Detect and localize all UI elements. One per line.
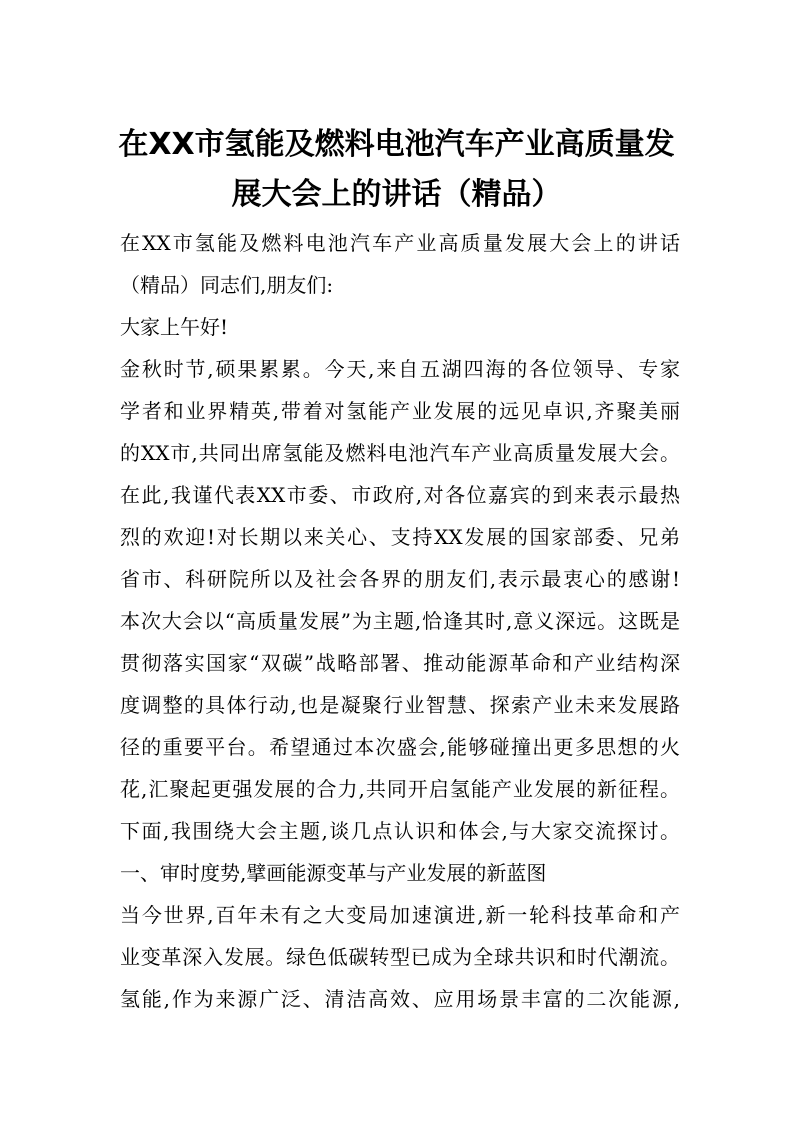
body-line: 业变革深入发展。绿色低碳转型已成为全球共识和时代潮流。 bbox=[120, 945, 680, 969]
section-heading: 一、审时度势,擘画能源变革与产业发展的新蓝图 bbox=[120, 861, 547, 885]
body-line: 当今世界,百年未有之大变局加速演进,新一轮科技革命和产 bbox=[120, 903, 680, 927]
body-line: 省市、科研院所以及社会各界的朋友们,表示最衷心的感谢! bbox=[120, 567, 680, 591]
body-line: 径的重要平台。希望通过本次盛会,能够碰撞出更多思想的火 bbox=[120, 735, 680, 759]
body-line: 大家上午好! bbox=[120, 315, 229, 339]
body-line: 氢能,作为来源广泛、清洁高效、应用场景丰富的二次能源, bbox=[120, 987, 680, 1011]
body-line: 花,汇聚起更强发展的合力,共同开启氢能产业发展的新征程。 bbox=[120, 777, 680, 801]
body-line: 烈的欢迎!对长期以来关心、支持XX发展的国家部委、兄弟 bbox=[120, 525, 680, 549]
body-line: 学者和业界精英,带着对氢能产业发展的远见卓识,齐聚美丽 bbox=[120, 399, 680, 423]
body-line: 在此,我谨代表XX市委、市政府,对各位嘉宾的到来表示最热 bbox=[120, 483, 680, 507]
body-line: 的XX市,共同出席氢能及燃料电池汽车产业高质量发展大会。 bbox=[120, 441, 680, 465]
body-line: 金秋时节,硕果累累。今天,来自五湖四海的各位领导、专家 bbox=[120, 357, 680, 381]
document-title-line-1: 在XX市氢能及燃料电池汽车产业高质量发 bbox=[118, 127, 675, 162]
document-body bbox=[120, 222, 680, 1020]
document-title-line-2: 展大会上的讲话（精品） bbox=[231, 177, 562, 212]
body-line: 在XX市氢能及燃料电池汽车产业高质量发展大会上的讲话 bbox=[120, 231, 680, 255]
body-line: 下面,我围绕大会主题,谈几点认识和体会,与大家交流探讨。 bbox=[120, 819, 680, 843]
body-line: 贯彻落实国家“双碳”战略部署、推动能源革命和产业结构深 bbox=[120, 651, 680, 675]
body-line: 本次大会以“高质量发展”为主题,恰逢其时,意义深远。这既是 bbox=[120, 609, 680, 633]
body-line: 度调整的具体行动,也是凝聚行业智慧、探索产业未来发展路 bbox=[120, 693, 680, 717]
body-line: （精品）同志们,朋友们: bbox=[120, 273, 334, 297]
